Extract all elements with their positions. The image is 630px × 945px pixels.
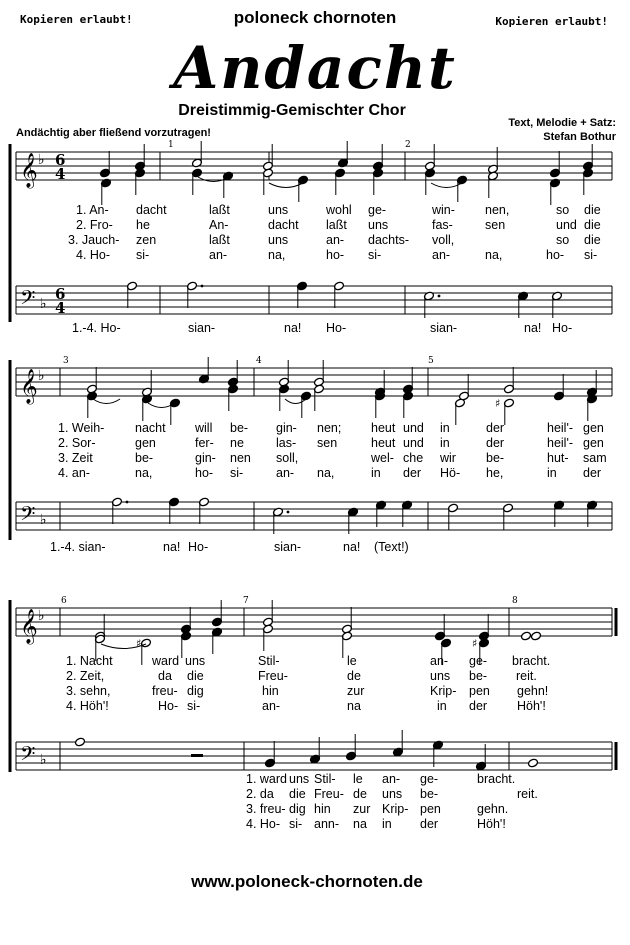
lyric-syllable: las- (276, 436, 297, 450)
lyric-syllable: he, (486, 466, 504, 480)
lyric-syllable: sen (317, 436, 338, 450)
lyric-syllable: heut (371, 436, 396, 450)
bass-clef-icon: 𝄢 (20, 502, 36, 530)
lyric-syllable: ward (152, 654, 180, 668)
rest-icon (191, 754, 203, 757)
lyric-syllable: win- (432, 203, 455, 217)
copy-notice-right: Kopieren erlaubt! (495, 15, 608, 28)
dot (438, 295, 441, 298)
lyric-syllable: heil'- (547, 421, 574, 435)
lyric-syllable: 1. Nacht (66, 654, 113, 668)
lyric-syllable: laßt (326, 218, 347, 232)
bass-note (74, 737, 85, 747)
lyric-syllable: sen (485, 218, 506, 232)
lyric-syllable: uns (289, 772, 310, 786)
lyric-syllable: uns (382, 787, 403, 801)
lyric-syllable: gehn. (477, 802, 509, 816)
lyric-syllable: so (556, 233, 570, 247)
lyric-syllable: dacht (136, 203, 167, 217)
lyric-syllable: an- (430, 654, 449, 668)
lyric-syllable: der (403, 466, 422, 480)
lyric-syllable: in (547, 466, 557, 480)
lyric-syllable: 1.-4. Ho- (72, 321, 121, 335)
measure-number: 4 (256, 356, 262, 366)
lyric-syllable: 1. Weih- (58, 421, 105, 435)
lyric-syllable: will (195, 421, 213, 435)
lyric-syllable: Ho- (158, 699, 179, 713)
lyric-syllable: si- (584, 248, 598, 262)
bass-note (527, 758, 538, 768)
lyric-syllable: 3. freu- (246, 802, 286, 816)
lyric-syllable: uns (268, 233, 289, 247)
lyric-syllable: che (403, 451, 424, 465)
lyric-syllable: gin- (276, 421, 297, 435)
lyric-syllable: 4. an- (58, 466, 90, 480)
subtitle: Dreistimmig-Gemischter Chor (178, 102, 406, 119)
lyric-syllable: gen (583, 436, 604, 450)
sharp-icon: ♯ (495, 397, 501, 410)
copy-notice-left: Kopieren erlaubt! (20, 13, 133, 26)
lyric-syllable: uns (268, 203, 289, 217)
lyric-syllable: 1.-4. sian- (50, 540, 106, 554)
lyric-syllable: die (584, 203, 601, 217)
lyric-syllable: so (556, 203, 570, 217)
lyric-syllable: ann- (314, 817, 340, 831)
lyric-syllable: fer- (195, 436, 214, 450)
lyric-syllable: na, (317, 466, 335, 480)
measure-number: 3 (63, 356, 69, 366)
time-signature: 6 (55, 285, 66, 303)
lyric-syllable: wohl (326, 203, 352, 217)
lyric-syllable: nen; (317, 421, 342, 435)
lyric-syllable: 4. Ho- (246, 817, 281, 831)
key-signature-flat-icon: ♭ (38, 368, 45, 384)
lyric-syllable: Freu- (258, 669, 288, 683)
lyric-syllable: nen (230, 451, 251, 465)
lyric-syllable: gin- (195, 451, 216, 465)
lyric-syllable: na! (524, 321, 542, 335)
lyric-syllable: Höh'! (477, 817, 506, 831)
measure-number: 8 (512, 596, 518, 606)
measure-number: 2 (405, 140, 411, 150)
lyric-syllable: reit. (517, 787, 538, 801)
lyric-syllable: sian- (430, 321, 458, 335)
lyric-syllable: dig (187, 684, 204, 698)
lyric-syllable: laßt (209, 203, 230, 217)
lyric-syllable: be- (486, 451, 505, 465)
lyric-syllable: be- (230, 421, 249, 435)
lyric-syllable: hin (314, 802, 331, 816)
lyric-syllable: an- (262, 699, 281, 713)
lyric-syllable: na (353, 817, 367, 831)
lyric-syllable: (Text!) (374, 540, 409, 554)
lyric-syllable: fas- (432, 218, 453, 232)
lyric-syllable: le (347, 654, 357, 668)
lyric-syllable: uns (368, 218, 389, 232)
lyric-syllable: 2. Fro- (76, 218, 113, 232)
lyric-syllable: in (440, 436, 450, 450)
lyric-syllable: pen (420, 802, 441, 816)
lyric-syllable: si- (368, 248, 382, 262)
lyric-syllable: soll, (276, 451, 299, 465)
lyric-syllable: Stil- (314, 772, 336, 786)
dot (287, 511, 290, 514)
lyric-syllable: Krip- (430, 684, 457, 698)
lyric-syllable: da (158, 669, 172, 683)
lyric-syllable: si- (289, 817, 303, 831)
lyric-syllable: in (371, 466, 381, 480)
lyric-syllable: ho- (326, 248, 345, 262)
lyric-syllable: Ho- (188, 540, 209, 554)
measure-number: 7 (243, 596, 249, 606)
lyric-syllable: 2. Sor- (58, 436, 96, 450)
lyric-syllable: laßt (209, 233, 230, 247)
lyric-syllable: der (583, 466, 602, 480)
lyric-syllable: und (556, 218, 577, 232)
key-signature-flat-icon: ♭ (40, 752, 47, 768)
lyric-syllable: wel- (371, 451, 394, 465)
lyric-syllable: hut- (547, 451, 569, 465)
lyric-syllable: gen (135, 436, 156, 450)
lyric-syllable: 2. Zeit, (66, 669, 105, 683)
lyric-syllable: uns (430, 669, 451, 683)
brand-name: poloneck chornoten (233, 8, 397, 27)
lyric-syllable: 3. Jauch- (68, 233, 120, 247)
lyric-syllable: de (353, 787, 367, 801)
lyric-syllable: bracht. (512, 654, 551, 668)
lyric-syllable: an- (276, 466, 295, 480)
lyric-syllable: der (486, 436, 505, 450)
lyric-syllable: hin (262, 684, 279, 698)
lyric-syllable: in (440, 421, 450, 435)
lyric-syllable: de (347, 669, 361, 683)
treble-note (530, 631, 541, 641)
lyric-syllable: Freu- (314, 787, 344, 801)
lyric-syllable: be- (135, 451, 154, 465)
lyric-syllable: ge- (420, 772, 439, 786)
credits-line-2: Stefan Bothur (543, 131, 616, 143)
lyric-syllable: voll, (432, 233, 455, 247)
lyric-syllable: der (469, 699, 488, 713)
lyric-syllable: Hö- (440, 466, 461, 480)
lyric-syllable: na, (485, 248, 503, 262)
lyric-syllable: nacht (135, 421, 166, 435)
lyric-syllable: be- (469, 669, 488, 683)
lyric-syllable: gen (583, 421, 604, 435)
lyric-syllable: wir (440, 451, 456, 465)
lyric-syllable: 4. Höh'! (66, 699, 109, 713)
lyric-syllable: uns (185, 654, 206, 668)
credits-line-1: Text, Melodie + Satz: (508, 117, 616, 129)
lyric-syllable: an- (382, 772, 401, 786)
time-signature: 4 (55, 299, 66, 317)
lyric-syllable: und (403, 436, 424, 450)
lyric-syllable: zur (347, 684, 365, 698)
lyric-syllable: die (187, 669, 204, 683)
key-signature-flat-icon: ♭ (40, 296, 47, 312)
lyric-syllable: 2. da (246, 787, 274, 801)
lyric-syllable: An- (209, 218, 229, 232)
lyric-syllable: an- (326, 233, 345, 247)
lyric-syllable: zen (136, 233, 157, 247)
lyric-syllable: ne (230, 436, 244, 450)
lyric-syllable: na (347, 699, 361, 713)
sharp-icon: ♯ (472, 637, 478, 650)
lyric-syllable: Stil- (258, 654, 280, 668)
time-signature: 4 (55, 165, 66, 183)
tie (93, 399, 120, 404)
lyric-syllable: si- (187, 699, 201, 713)
tempo-marking: Andächtig aber fließend vorzutragen! (16, 127, 211, 139)
lyric-syllable: 3. sehn, (66, 684, 111, 698)
lyric-syllable: na! (163, 540, 181, 554)
lyric-syllable: 4. Ho- (76, 248, 111, 262)
lyric-syllable: und (403, 421, 424, 435)
lyric-syllable: sam (583, 451, 607, 465)
dot (126, 501, 129, 504)
lyric-syllable: 1. ward (246, 772, 287, 786)
lyric-syllable: bracht. (477, 772, 516, 786)
lyric-syllable: nen, (485, 203, 510, 217)
lyric-syllable: ge- (368, 203, 387, 217)
bass-clef-icon: 𝄢 (20, 286, 36, 314)
key-signature-flat-icon: ♭ (38, 608, 45, 624)
lyric-syllable: ge- (469, 654, 488, 668)
lyric-syllable: in (437, 699, 447, 713)
lyric-syllable: Krip- (382, 802, 409, 816)
lyric-syllable: heil'- (547, 436, 574, 450)
lyric-syllable: zur (353, 802, 371, 816)
bass-clef-icon: 𝄢 (20, 742, 36, 770)
lyric-syllable: be- (420, 787, 439, 801)
lyric-syllable: si- (136, 248, 150, 262)
lyric-syllable: freu- (152, 684, 178, 698)
measure-number: 6 (61, 596, 67, 606)
measure-number: 1 (168, 140, 174, 150)
measure-number: 5 (428, 356, 434, 366)
lyric-syllable: die (584, 233, 601, 247)
lyric-syllable: sian- (274, 540, 302, 554)
lyric-syllable: na, (135, 466, 153, 480)
lyric-syllable: le (353, 772, 363, 786)
lyric-syllable: gehn! (517, 684, 549, 698)
lyric-syllable: der (420, 817, 439, 831)
lyric-syllable: na, (268, 248, 286, 262)
song-title: Andacht (173, 34, 457, 102)
dot (201, 285, 204, 288)
footer-url: www.poloneck-chornoten.de (191, 872, 423, 891)
lyric-syllable: Ho- (552, 321, 573, 335)
lyric-syllable: 3. Zeit (58, 451, 93, 465)
lyric-syllable: na! (284, 321, 302, 335)
sharp-icon: ♯ (136, 637, 142, 650)
lyric-syllable: in (382, 817, 392, 831)
lyric-syllable: na! (343, 540, 361, 554)
key-signature-flat-icon: ♭ (40, 512, 47, 528)
lyric-syllable: pen (469, 684, 490, 698)
lyric-syllable: dachts- (368, 233, 409, 247)
lyric-syllable: an- (432, 248, 451, 262)
lyric-syllable: reit. (516, 669, 537, 683)
time-signature: 6 (55, 151, 66, 169)
lyric-syllable: dig (289, 802, 306, 816)
lyric-syllable: ho- (546, 248, 565, 262)
lyric-syllable: ho- (195, 466, 214, 480)
treble-clef-icon: 𝄞 (20, 153, 38, 188)
treble-clef-icon: 𝄞 (20, 609, 38, 644)
lyric-syllable: heut (371, 421, 396, 435)
treble-note (520, 631, 531, 641)
lyric-syllable: sian- (188, 321, 216, 335)
lyric-syllable: si- (230, 466, 244, 480)
lyric-syllable: an- (209, 248, 228, 262)
lyric-syllable: die (289, 787, 306, 801)
treble-clef-icon: 𝄞 (20, 369, 38, 404)
lyric-syllable: dacht (268, 218, 299, 232)
lyric-syllable: 1. An- (76, 203, 109, 217)
lyric-syllable: Höh'! (517, 699, 546, 713)
lyric-syllable: he (136, 218, 150, 232)
lyric-syllable: der (486, 421, 505, 435)
key-signature-flat-icon: ♭ (38, 152, 45, 168)
lyric-syllable: die (584, 218, 601, 232)
lyric-syllable: Ho- (326, 321, 347, 335)
tie (269, 183, 303, 188)
